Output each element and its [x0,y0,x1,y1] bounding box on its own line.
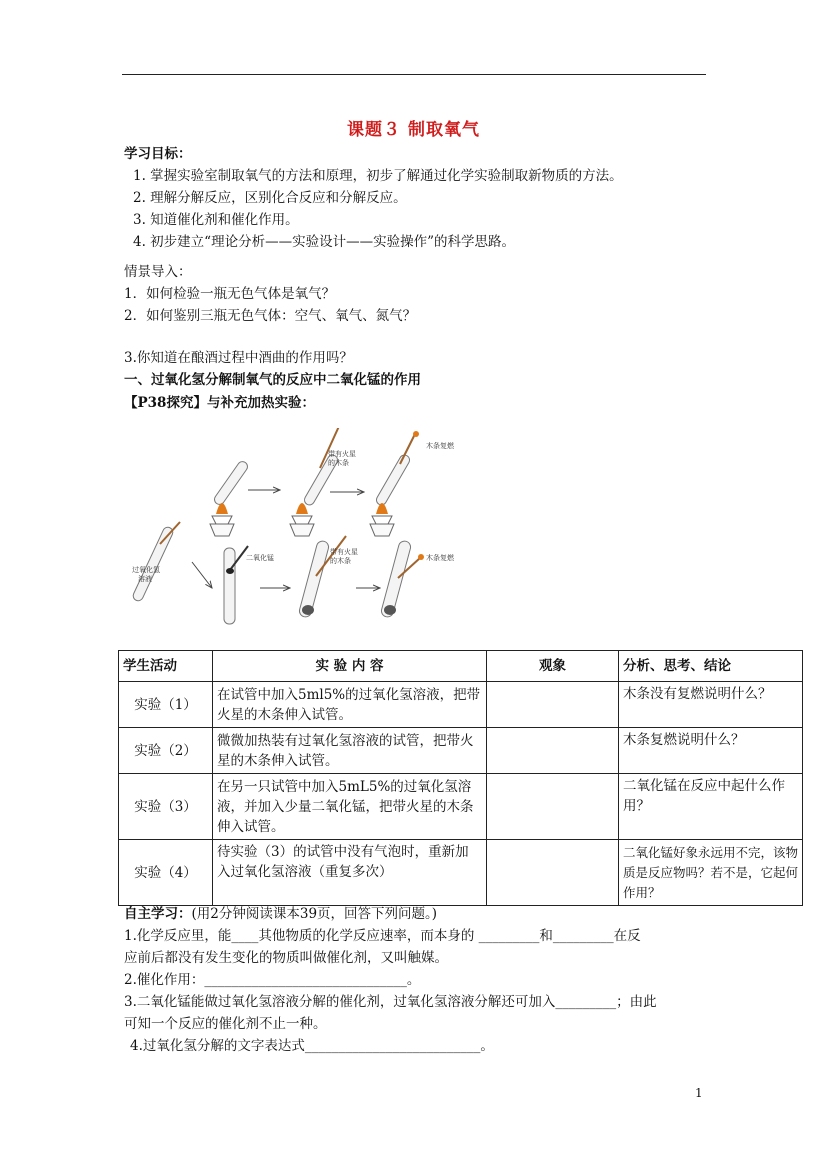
analysis-cell: 木条复燃说明什么？ [619,728,803,774]
table-header-row [119,651,803,682]
table-row [119,728,803,774]
figure-label: 二氧化锰 [246,554,274,562]
activity-cell: 实验（3） [119,774,213,840]
page-number: 1 [695,1086,703,1100]
question-line: 应前后都没有发生变化的物质叫做催化剂，又叫触媒。 [124,950,448,966]
column-header: 实 验 内 容 [213,651,487,682]
analysis-cell: 二氧化锰在反应中起什么作用？ [619,774,803,840]
section-heading: 一、过氧化氢分解制氧气的反应中二氧化锰的作用 [124,372,421,388]
intro-item: 2．如何鉴别三瓶无色气体：空气、氧气、氮气？ [124,308,417,324]
table-row [119,840,803,906]
self-study-note: (用2分钟阅读课本39页，回答下列问题。) [191,906,438,922]
self-study-title [124,906,437,923]
goal-item: 3. 知道催化剂和催化作用。 [133,212,299,228]
table-row [119,774,803,840]
observation-cell [487,682,619,728]
test-tube [132,522,180,602]
column-header: 学生活动 [119,651,213,682]
activity-cell: 实验（2） [119,728,213,774]
heated-test-tube [370,431,419,536]
observation-cell [487,728,619,774]
activity-cell: 实验（4） [119,840,213,906]
heated-test-tube [290,428,340,536]
content-cell: 待实验（3）的试管中没有气泡时，重新加入过氧化氢溶液（重复多次） [213,840,487,906]
goal-item: 4. 初步建立“理论分析——实验设计——实验操作”的科学思路。 [133,234,515,250]
question-line: 可知一个反应的催化剂不止一种。 [124,1016,327,1032]
goal-item: 2. 理解分解反应，区别化合反应和分解反应。 [133,190,407,206]
question-line: 1.化学反应里，能____其他物质的化学反应速率，而本身的 _________和_________在反 [124,928,641,944]
question-line: 4.过氧化氢分解的文字表达式__________________________。 [130,1038,494,1054]
intro-item: 1．如何检验一瓶无色气体是氧气？ [124,286,336,302]
activity-cell: 实验（1） [119,682,213,728]
content-cell: 在试管中加入5ml5%的过氧化氢溶液，把带火星的木条伸入试管。 [213,682,487,728]
test-tube [224,546,248,624]
figure-label: 带有火星的木条 [330,548,358,565]
content-cell: 在另一只试管中加入5mL5%的过氧化氢溶液，并加入少量二氧化锰，把带火星的木条伸入试管。 [213,774,487,840]
page-title: 课题３ 制取氧气 [347,120,480,140]
observation-cell [487,774,619,840]
analysis-cell: 二氧化锰好象永远用不完，该物质是反应物吗？若不是，它起何作用？ [619,840,803,906]
arrow-icon [192,562,212,588]
experiment-illustration [130,428,470,628]
goals-heading: 学习目标： [124,146,192,162]
column-header: 分析、思考、结论 [619,651,803,682]
column-header: 观象 [487,651,619,682]
observation-cell [487,840,619,906]
heated-test-tube [210,460,249,536]
goal-item: 1. 掌握实验室制取氧气的方法和原理，初步了解通过化学实验制取新物质的方法。 [133,168,623,184]
test-tube [380,540,424,618]
figure-label: 木条复燃 [426,442,454,450]
self-study-heading: 自主学习： [124,906,192,922]
question-line: 2.催化作用：______________________________。 [124,972,421,988]
figure-label: 木条复燃 [426,554,454,562]
intro-heading: 情景导入： [124,264,192,280]
header-rule [122,74,706,75]
experiment-table [118,650,803,906]
section-subheading: 【P38探究】与补充加热实验： [124,395,315,411]
intro-item: 3.你知道在酿酒过程中酒曲的作用吗？ [124,350,353,366]
content-cell: 微微加热装有过氧化氢溶液的试管，把带火星的木条伸入试管。 [213,728,487,774]
question-line: 3.二氧化锰能做过氧化氢溶液分解的催化剂，过氧化氢溶液分解还可加入_________；由此 [124,994,657,1010]
figure-label: 带有火星的木条 [328,450,356,467]
figure-label: 过氧化氢溶液 [132,566,160,583]
analysis-cell: 木条没有复燃说明什么？ [619,682,803,728]
table-row [119,682,803,728]
